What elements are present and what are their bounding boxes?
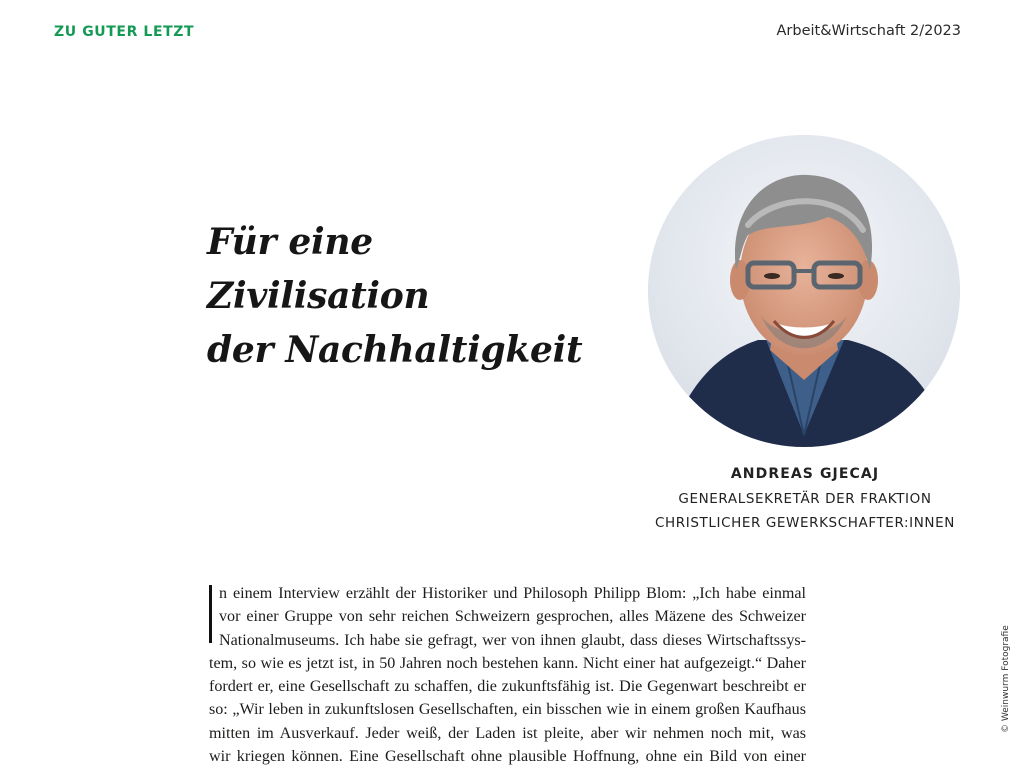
article-title xyxy=(207,215,582,377)
publication-issue: Arbeit&Wirtschaft 2/2023 xyxy=(776,23,961,39)
section-label: ZU GUTER LETZT xyxy=(54,24,195,40)
author-name: ANDREAS GJECAJ xyxy=(730,466,880,482)
body-line: tem, so wie es jetzt ist, in 50 Jahren noch bestehen kann. Nicht einer hat aufgezeigt.“ Daher xyxy=(209,654,806,672)
author-role: GENERALSEKRETÄR DER FRAKTION xyxy=(678,491,932,507)
body-line: mitten im Ausverkauf. Jeder weiß, der Laden ist pleite, aber wir nehmen noch mit, was xyxy=(209,724,806,742)
title-line: Zivilisation xyxy=(207,275,430,317)
body-line: fordert er, eine Gesellschaft zu schaffen, die zukunftsfähig ist. Die Gegenwart beschreibt er xyxy=(209,678,806,696)
article-body xyxy=(209,582,806,768)
body-line: Nationalmuseums. Ich habe sie gefragt, wer von ihnen glaubt, dass dieses Wirtschaftssys- xyxy=(219,631,806,649)
title-line: der Nachhaltigkeit xyxy=(207,329,583,371)
body-line: n einem Interview erzählt der Historiker und Philosoph Philipp Blom: „Ich habe einmal xyxy=(219,585,806,602)
body-line: vor einer Gruppe von sehr reichen Schweizern gesprochen, alles Mäzene des Schweizer xyxy=(219,608,806,626)
body-line: wir kriegen können. Eine Gesellschaft ohne plausible Hoffnung, ohne ein Bild von einer xyxy=(209,748,806,766)
author-role: CHRISTLICHER GEWERKSCHAFTER:INNEN xyxy=(655,515,955,531)
photo-credit: © Weinwurm Fotografie xyxy=(1001,625,1011,733)
body-line: so: „Wir leben in zukunftslosen Gesellschaften, ein bisschen wie in einem großen Kaufhaus xyxy=(209,701,806,719)
author-portrait xyxy=(648,135,960,447)
title-line: Für eine xyxy=(207,221,373,263)
